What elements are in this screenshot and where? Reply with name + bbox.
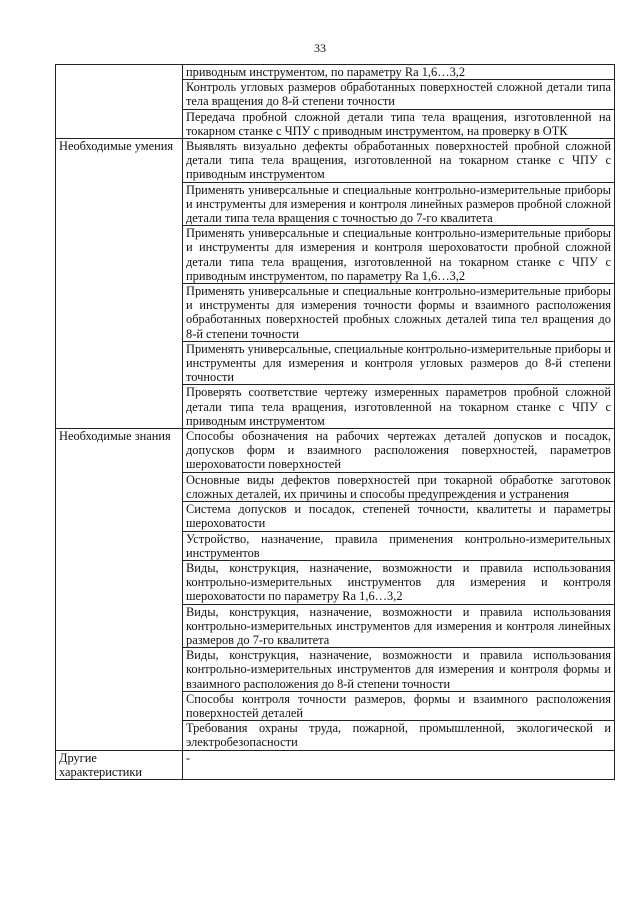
table-cell-item: Виды, конструкция, назначение, возможности и правила использования контрольно-измерительных инструментов для измерения и контроля шероховатости по параметру Ra 1,6…3,2 xyxy=(183,560,615,604)
table-row xyxy=(56,691,615,720)
table-cell-item: Применять универсальные и специальные контрольно-измерительные приборы и инструменты для измерения и контроля шероховатости пробной сложной детали типа тела вращения, изготовленной на токарном станке с ЧПУ с приводным инструментом, по параметру Ra 1,6…3,2 xyxy=(183,226,615,284)
table-cell-item: Основные виды дефектов поверхностей при токарной обработке заготовок сложных деталей, их причины и способы предупреждения и устранения xyxy=(183,472,615,501)
section-label-continuation xyxy=(56,502,183,531)
section-label-continuation xyxy=(56,182,183,226)
table-row xyxy=(56,721,615,750)
section-label-continuation xyxy=(56,721,183,750)
table-cell-item: Система допусков и посадок, степеней точности, квалитеты и параметры шероховатости xyxy=(183,502,615,531)
table-row xyxy=(56,109,615,138)
table-row xyxy=(56,385,615,429)
table-row xyxy=(56,341,615,385)
table-row xyxy=(56,80,615,109)
table-cell-item: Требования охраны труда, пожарной, промышленной, экологической и электробезопасности xyxy=(183,721,615,750)
table-cell-item: Проверять соответствие чертежу измеренных параметров пробной сложной детали типа тела вращения, изготовленной на токарном станке с ЧПУ с приводным инструментом xyxy=(183,385,615,429)
section-label-continuation xyxy=(56,691,183,720)
section-label-continuation xyxy=(56,560,183,604)
section-label-continuation xyxy=(56,109,183,138)
table-row xyxy=(56,139,615,183)
section-label-continuation xyxy=(56,385,183,429)
section-label-continuation xyxy=(56,648,183,692)
section-label-continuation xyxy=(56,80,183,109)
table-cell-item: Способы контроля точности размеров, формы и взаимного расположения поверхностей деталей xyxy=(183,691,615,720)
table-cell-item: Выявлять визуально дефекты обработанных поверхностей пробной сложной детали типа тела вращения, изготовленной на токарном станке с ЧПУ с приводным инструментом xyxy=(183,139,615,183)
table-row xyxy=(56,472,615,501)
section-label-continuation xyxy=(56,284,183,342)
table-row xyxy=(56,648,615,692)
section-label-continuation xyxy=(56,604,183,648)
table-cell-item: Контроль угловых размеров обработанных поверхностей сложной детали типа тела вращения до 8-й степени точности xyxy=(183,80,615,109)
table-row xyxy=(56,182,615,226)
table-row xyxy=(56,531,615,560)
section-label-continuation xyxy=(56,341,183,385)
table-row xyxy=(56,429,615,473)
table-cell-item: Способы обозначения на рабочих чертежах деталей допусков и посадок, допусков форм и взаимного расположения поверхностей, параметров шероховатости поверхностей xyxy=(183,429,615,473)
table-cell-item: Виды, конструкция, назначение, возможности и правила использования контрольно-измерительных инструментов для измерения и контроля формы и взаимного расположения до 8-й степени точности xyxy=(183,648,615,692)
section-label-continuation xyxy=(56,531,183,560)
table-row xyxy=(56,560,615,604)
table-row xyxy=(56,65,615,80)
table-row xyxy=(56,226,615,284)
table-cell-item: - xyxy=(183,750,615,779)
table-cell-item: приводным инструментом, по параметру Ra 1,6…3,2 xyxy=(183,65,615,80)
table-row xyxy=(56,284,615,342)
table-cell-item: Виды, конструкция, назначение, возможности и правила использования контрольно-измерительных инструментов для измерения и контроля линейных размеров до 7-го квалитета xyxy=(183,604,615,648)
table-cell-item: Устройство, назначение, правила применения контрольно-измерительных инструментов xyxy=(183,531,615,560)
table-cell-item: Применять универсальные и специальные контрольно-измерительные приборы и инструменты для измерения точности формы и взаимного расположения обработанных поверхностей пробных сложных деталей типа тел вращения до 8-й степени точности xyxy=(183,284,615,342)
table-cell-item: Применять универсальные, специальные контрольно-измерительные приборы и инструменты для измерения и контроля угловых размеров до 8-й степени точности xyxy=(183,341,615,385)
competency-table xyxy=(55,64,615,780)
page-number: 33 xyxy=(314,41,326,55)
other-characteristics-label: Другие характеристики xyxy=(56,750,183,779)
table-row xyxy=(56,502,615,531)
section-label-continuation xyxy=(56,472,183,501)
knowledge-label: Необходимые знания xyxy=(56,429,183,473)
table-cell-item: Применять универсальные и специальные контрольно-измерительные приборы и инструменты для измерения и контроля линейных размеров пробной сложной детали типа тела вращения с точностью до 7-го квалитета xyxy=(183,182,615,226)
table-row xyxy=(56,604,615,648)
skills-label: Необходимые умения xyxy=(56,139,183,183)
continued-section-label xyxy=(56,65,183,80)
table-cell-item: Передача пробной сложной детали типа тела вращения, изготовленной на токарном станке с ЧПУ с приводным инструментом, на проверку в ОТК xyxy=(183,109,615,138)
table-row xyxy=(56,750,615,779)
section-label-continuation xyxy=(56,226,183,284)
